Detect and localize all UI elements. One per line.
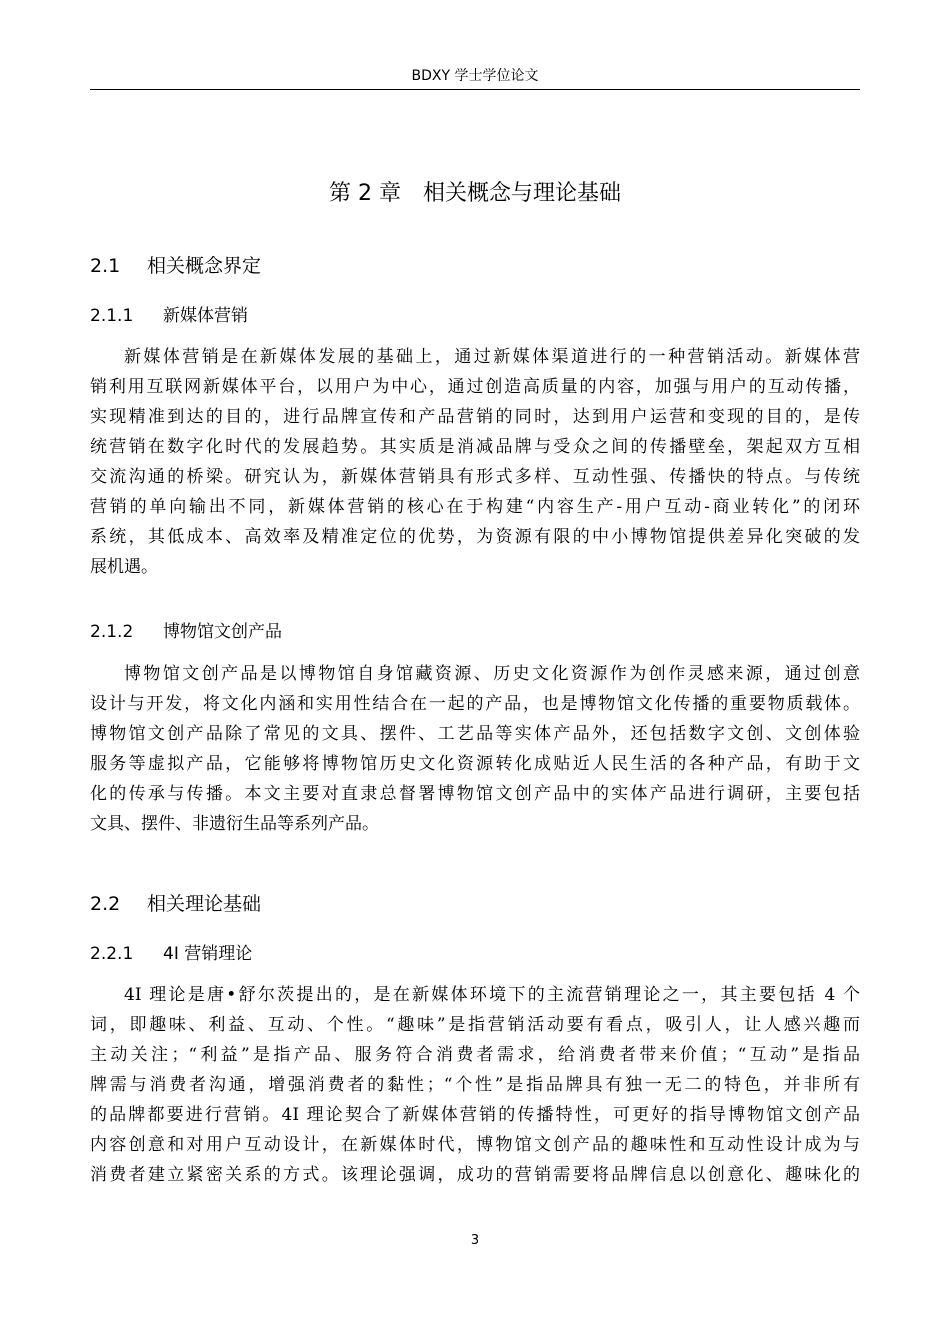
text-line: 博物馆文创产品除了常见的文具、摆件、工艺品等实体产品外，还包括数字文创、文创体验 bbox=[90, 724, 860, 744]
subsection-heading-2-2-1 bbox=[90, 941, 252, 967]
section-title: 相关概念界定 bbox=[147, 255, 262, 277]
text-line: 设计与开发，将文化内涵和实用性结合在一起的产品，也是博物馆文化传播的重要物质载体。 bbox=[90, 694, 860, 714]
text-line: 4I 理论是唐•舒尔茨提出的，是在新媒体环境下的主流营销理论之一，其主要包括 4 个 bbox=[124, 985, 860, 1005]
text-line: 词，即趣味、利益、互动、个性。“趣味”是指营销活动要有看点，吸引人，让人感兴趣而 bbox=[90, 1015, 860, 1035]
section-heading-2-2 bbox=[90, 890, 261, 918]
text-line: 新媒体营销是在新媒体发展的基础上，通过新媒体渠道进行的一种营销活动。新媒体营 bbox=[124, 347, 860, 367]
text-line: 营销的单向输出不同，新媒体营销的核心在于构建“内容生产-用户互动-商业转化”的闭环 bbox=[90, 497, 860, 517]
section-number: 2.1 bbox=[90, 255, 121, 277]
paragraph-new-media-marketing bbox=[90, 342, 860, 582]
page-number: 3 bbox=[470, 1233, 480, 1248]
subsection-title: 新媒体营销 bbox=[163, 306, 248, 326]
section-heading-2-1 bbox=[90, 252, 261, 280]
paragraph-museum-cultural-products bbox=[90, 659, 860, 839]
text-line: 系统，其低成本、高效率及精准定位的优势，为资源有限的中小博物馆提供差异化突破的发 bbox=[90, 527, 860, 547]
chapter-title: 第 2 章 相关概念与理论基础 bbox=[329, 181, 621, 206]
subsection-number: 2.1.2 bbox=[90, 622, 134, 642]
subsection-number: 2.2.1 bbox=[90, 944, 134, 964]
text-line: 牌需与消费者沟通，增强消费者的黏性；“个性”是指品牌具有独一无二的特色，并非所有 bbox=[90, 1075, 860, 1095]
text-line: 的品牌都要进行营销。4I 理论契合了新媒体营销的传播特性，可更好的指导博物馆文创产品 bbox=[90, 1105, 860, 1125]
subsection-title: 博物馆文创产品 bbox=[163, 622, 282, 642]
subsection-heading-2-1-1 bbox=[90, 303, 248, 329]
text-line: 展机遇。 bbox=[90, 557, 158, 577]
subsection-heading-2-1-2 bbox=[90, 619, 282, 645]
text-line: 实现精准到达的目的，进行品牌宣传和产品营销的同时，达到用户运营和变现的目的，是传 bbox=[90, 407, 860, 427]
text-line: 内容创意和对用户互动设计，在新媒体时代，博物馆文创产品的趣味性和互动性设计成为与 bbox=[90, 1135, 860, 1155]
text-line: 消费者建立紧密关系的方式。该理论强调，成功的营销需要将品牌信息以创意化、趣味化的 bbox=[90, 1165, 860, 1185]
section-title: 相关理论基础 bbox=[147, 893, 262, 915]
text-line: 销利用互联网新媒体平台，以用户为中心，通过创造高质量的内容，加强与用户的互动传播， bbox=[90, 377, 860, 397]
text-line: 服务等虚拟产品，它能够将博物馆历史文化资源转化成贴近人民生活的各种产品，有助于文 bbox=[90, 754, 860, 774]
subsection-title: 4I 营销理论 bbox=[163, 944, 253, 964]
header-rule bbox=[90, 89, 860, 90]
text-line: 文具、摆件、非遗衍生品等系列产品。 bbox=[90, 814, 379, 834]
text-line: 统营销在数字化时代的发展趋势。其实质是消减品牌与受众之间的传播壁垒，架起双方互相 bbox=[90, 437, 860, 457]
paragraph-4i-marketing-theory bbox=[90, 980, 860, 1190]
text-line: 交流沟通的桥梁。研究认为，新媒体营销具有形式多样、互动性强、传播快的特点。与传统 bbox=[90, 467, 860, 487]
text-line: 化的传承与传播。本文主要对直隶总督署博物馆文创产品中的实体产品进行调研，主要包括 bbox=[90, 784, 860, 804]
text-line: 主动关注；“利益”是指产品、服务符合消费者需求，给消费者带来价值；“互动”是指品 bbox=[90, 1045, 860, 1065]
text-line: 博物馆文创产品是以博物馆自身馆藏资源、历史文化资源作为创作灵感来源，通过创意 bbox=[124, 664, 860, 684]
subsection-number: 2.1.1 bbox=[90, 306, 134, 326]
section-number: 2.2 bbox=[90, 893, 121, 915]
running-header: BDXY 学士学位论文 bbox=[411, 68, 539, 84]
